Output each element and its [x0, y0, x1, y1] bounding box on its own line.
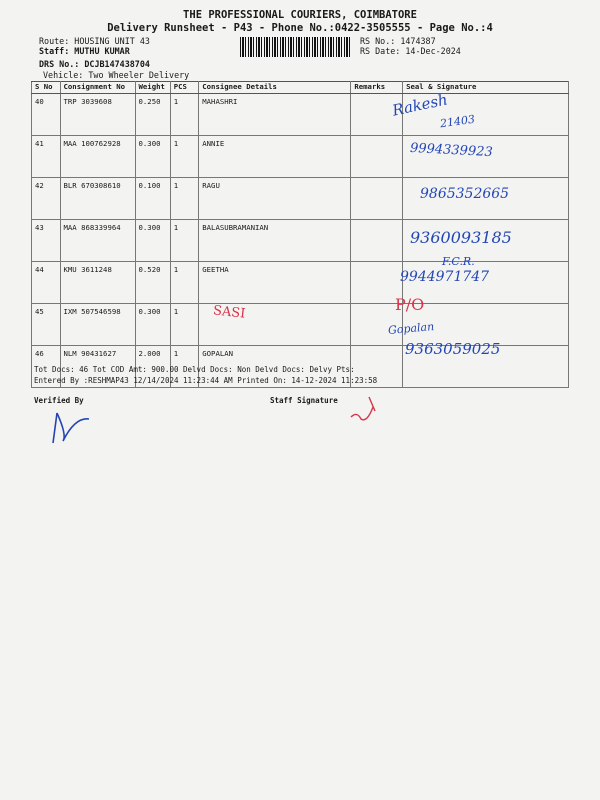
col-signature: Seal & Signature — [403, 82, 569, 94]
cell-consignee: BALASUBRAMANIAN — [199, 220, 351, 262]
staff: Staff: MUTHU KUMAR — [39, 46, 130, 56]
vehicle: Vehicle: Two Wheeler Delivery — [43, 70, 190, 80]
cell-pcs: 1 — [170, 136, 199, 178]
cell-sno: 46 — [32, 346, 61, 388]
cell-pcs: 1 — [170, 220, 199, 262]
col-sno: S No — [32, 82, 61, 94]
cell-weight: 0.520 — [135, 262, 170, 304]
cell-consignment: IXM 507546598 — [60, 304, 135, 346]
handwritten-phone-41: 9994339923 — [409, 140, 494, 161]
col-weight: Weight — [135, 82, 170, 94]
cell-consignment: NLM 90431627 — [60, 346, 135, 388]
cell-sno: 42 — [32, 178, 61, 220]
cell-weight: 0.100 — [135, 178, 170, 220]
drs-number: DRS No.: DCJB147438704 — [39, 59, 150, 69]
entered-by-line: Entered By :RESHMAP43 12/14/2024 11:23:44 AM Printed On: 14-12-2024 11:23:58 — [34, 376, 378, 385]
handwritten-name-45: SASI — [212, 303, 247, 322]
cell-consignee: GOPALAN — [199, 346, 351, 388]
handwritten-name-46: Gopalan — [387, 320, 435, 337]
cell-sno: 43 — [32, 220, 61, 262]
rs-number: RS No.: 1474387 — [360, 36, 436, 46]
route: Route: HOUSING UNIT 43 — [39, 36, 150, 46]
cell-consignment: MAA 868339964 — [60, 220, 135, 262]
cell-weight: 0.300 — [135, 304, 170, 346]
col-consignment: Consignment No — [60, 82, 135, 94]
col-remarks: Remarks — [351, 82, 403, 94]
table-row — [32, 94, 569, 136]
cell-pcs: 1 — [170, 304, 199, 346]
cell-weight: 0.250 — [135, 94, 170, 136]
staff-signature-label: Staff Signature — [270, 396, 338, 405]
staff-signature-mark — [345, 393, 385, 428]
cell-consignment: MAA 100762928 — [60, 136, 135, 178]
cell-weight: 0.300 — [135, 220, 170, 262]
cell-sno: 41 — [32, 136, 61, 178]
cell-sno: 44 — [32, 262, 61, 304]
handwritten-remark-45: P/O — [395, 295, 425, 314]
handwritten-signature-40: Rakesh — [390, 90, 450, 120]
cell-consignment: KMU 3611248 — [60, 262, 135, 304]
handwritten-phone-46: 9363059025 — [405, 340, 501, 358]
cell-consignment: TRP 3039608 — [60, 94, 135, 136]
cell-weight: 2.000 — [135, 346, 170, 388]
handwritten-phone-43: 9360093185 — [410, 228, 512, 247]
col-consignee: Consignee Details — [199, 82, 351, 94]
cell-consignee: ANNIE — [199, 136, 351, 178]
cell-pcs: 1 — [170, 346, 199, 388]
cell-consignee: RAGU — [199, 178, 351, 220]
runsheet-title: Delivery Runsheet - P43 - Phone No.:0422-3505555 - Page No.:4 — [107, 22, 493, 34]
cell-pcs: 1 — [170, 94, 199, 136]
cell-pcs: 1 — [170, 178, 199, 220]
cell-consignee: GEETHA — [199, 262, 351, 304]
cell-remarks — [351, 178, 403, 220]
totals-line: Tot Docs: 46 Tot COD Amt: 900.00 Delvd Docs: Non Delvd Docs: Delvy Pts: — [34, 365, 355, 374]
cell-sno: 40 — [32, 94, 61, 136]
handwritten-phone-44: 9944971747 — [400, 269, 490, 285]
barcode — [240, 37, 350, 57]
cell-remarks — [351, 220, 403, 262]
company-name: THE PROFESSIONAL COURIERS, COIMBATORE — [183, 9, 417, 21]
handwritten-note-44: F.C.R. — [442, 255, 475, 268]
cell-sno: 45 — [32, 304, 61, 346]
verified-signature — [45, 405, 95, 450]
verified-by-label: Verified By — [34, 396, 84, 405]
cell-remarks — [351, 136, 403, 178]
table-header-row — [32, 82, 569, 94]
handwritten-phone-42: 9865352665 — [420, 186, 510, 202]
cell-weight: 0.300 — [135, 136, 170, 178]
cell-consignment: BLR 670308610 — [60, 178, 135, 220]
rs-date: RS Date: 14-Dec-2024 — [360, 46, 461, 56]
col-pcs: PCS — [170, 82, 199, 94]
handwritten-note-40: 21403 — [439, 112, 476, 131]
cell-consignee: MAHASHRI — [199, 94, 351, 136]
cell-pcs: 1 — [170, 262, 199, 304]
